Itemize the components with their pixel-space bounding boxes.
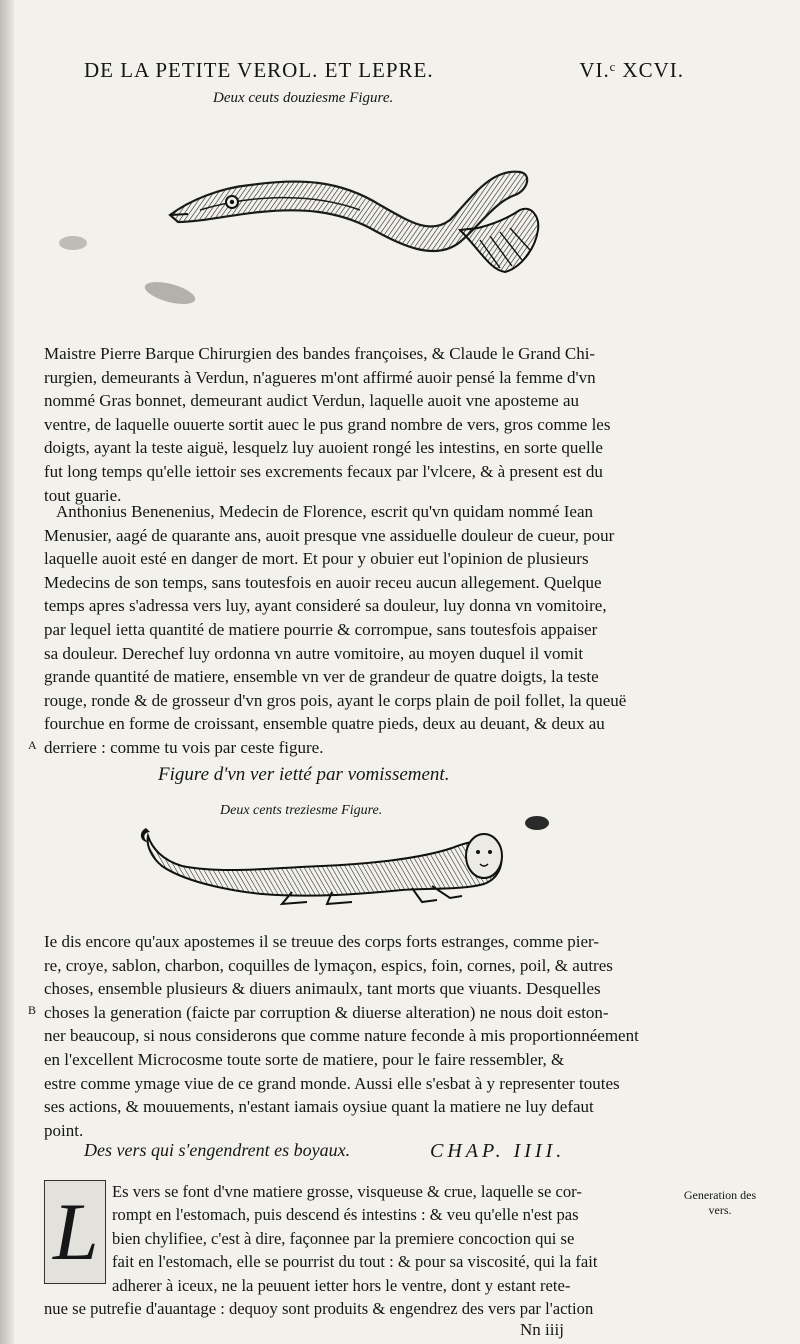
figure-caption-1: Deux ceuts douziesme Figure. <box>213 90 394 106</box>
text-line: Maistre Pierre Barque Chirurgien des bandes françoises, & Claude le Grand Chi- <box>44 344 596 363</box>
running-head-title: DE LA PETITE VEROL. ET LEPRE. <box>84 58 434 82</box>
text-line: rouge, ronde & de grosseur d'vn gros pois, ayant le corps plain de poil follet, la queuë <box>44 690 627 710</box>
figure-caption-2: Deux cents treziesme Figure. <box>220 803 383 818</box>
text-line: Anthonius Benenenius, Medecin de Florence, escrit qu'vn quidam nommé Iean <box>56 502 594 521</box>
text-line: ventre, de laquelle ouuerte sortit auec le pus grand nombre de vers, gros comme les <box>44 414 611 434</box>
margin-note: Generation des vers. <box>683 1188 757 1217</box>
text-line: laquelle auoit esté en danger de mort. Et pour y obuier eut l'opinion de plusieurs <box>44 549 589 569</box>
figure-heading-2: Figure d'vn ver ietté par vomissement. <box>158 764 450 785</box>
text-line: adherer à iceux, ne la peuuent ietter hors le ventre, dont y estant rete- <box>112 1275 571 1295</box>
paragraph-4 <box>112 1180 668 1297</box>
text-line: point. <box>44 1120 84 1140</box>
text-line: tout guarie. <box>44 485 122 505</box>
text-line: rurgien, demeurants à Verdun, n'agueres m'ont affirmé auoir pensé la femme d'vn <box>44 367 596 387</box>
text-line: par lequel ietta quantité de matiere pourrie & corrompue, sans toutesfois appaiser <box>44 619 598 639</box>
text-line: Ie dis encore qu'aux apostemes il se treuue des corps forts estranges, comme pier- <box>44 932 600 951</box>
paragraph-3 <box>44 930 667 1142</box>
text-line: sa douleur. Derechef luy ordonna vn autre vomitoire, au moyen duquel il vomit <box>44 643 584 663</box>
margin-mark-a: A <box>28 738 37 752</box>
text-line: ner beaucoup, si nous considerons que comme nature feconde à mis proportionnéement <box>44 1026 639 1046</box>
chapter-title: Des vers qui s'engendrent es boyaux. <box>84 1140 351 1160</box>
text-line: Medecins de son temps, sans toutesfois en auoir receu aucun allegement. Quelque <box>44 572 602 592</box>
text-line: re, croye, sablon, charbon, coquilles de lymaçon, espics, foin, cornes, poil, & autres <box>44 955 613 975</box>
text-line: choses, ensemble plusieurs & diuers animaulx, tant morts que viuants. Desquelles <box>44 979 601 999</box>
text-line: grande quantité de matiere, ensemble vn ver de grandeur de quatre doigts, la teste <box>44 667 599 687</box>
text-line: ses actions, & mouuements, n'estant iamais oysiue quant la matiere ne luy defaut <box>44 1097 594 1117</box>
text-line: fut long temps qu'elle iettoir ses excrements fecaux par l'vlcere, & à present est du <box>44 461 603 481</box>
paragraph-1 <box>44 342 667 507</box>
page-gutter-shadow <box>0 0 14 1344</box>
text-line: derriere : comme tu vois par ceste figure. <box>44 737 324 757</box>
folio-number: VI.ᶜ XCVI. <box>579 58 684 82</box>
text-line: choses la generation (faicte par corruption & diuerse alteration) ne nous doit eston- <box>44 1002 609 1022</box>
eel-engraving-icon <box>160 150 550 285</box>
text-line: en l'excellent Microcosme toute sorte de matiere, pour le faire ressembler, & <box>44 1049 565 1069</box>
paragraph-4-last-line: nue se putrefie d'auantage : dequoy sont produits & engendrez des vers par l'action <box>44 1299 594 1318</box>
drop-cap-letter: L <box>53 1186 99 1277</box>
worm-engraving-icon <box>132 818 507 910</box>
ink-blot-icon <box>522 812 552 834</box>
ink-smudge-icon <box>55 225 205 315</box>
text-line: Es vers se font d'vne matiere grosse, visqueuse & crue, laquelle se cor- <box>112 1182 582 1201</box>
running-head <box>84 58 684 88</box>
text-line: temps apres s'adressa vers luy, ayant consideré sa douleur, luy donna vn vomitoire, <box>44 596 607 616</box>
text-line: rompt en l'estomach, puis descend és intestins : & veu qu'elle n'est pas <box>112 1205 579 1225</box>
text-line: estre comme ymage viue de ce grand monde. Aussi elle s'esbat à y representer toutes <box>44 1073 620 1093</box>
text-line: doigts, ayant la teste aiguë, lesquelz luy auoient rongé les intestins, en sorte quelle <box>44 438 603 458</box>
text-line: Menusier, aagé de quarante ans, auoit presque vne assiduelle douleur de cueur, pour <box>44 525 615 545</box>
chapter-number: CHAP. IIII. <box>430 1140 566 1162</box>
paragraph-2 <box>44 500 667 760</box>
text-line: nommé Gras bonnet, demeurant audict Verdun, laquelle auoit vne aposteme au <box>44 391 580 411</box>
signature-mark: Nn iiij <box>520 1320 564 1339</box>
text-line: fourchue en forme de croissant, ensemble quatre pieds, deux au deuant, & deux au <box>44 714 605 734</box>
drop-cap-initial <box>44 1180 106 1284</box>
text-line: fait en l'estomach, elle se pourrist du tout : & pour sa viscosité, qui la fait <box>112 1252 598 1272</box>
margin-mark-b: B <box>28 1003 37 1017</box>
text-line: bien chylifiee, c'est à dire, façonnee par la premiere concoction qui se <box>112 1228 575 1248</box>
